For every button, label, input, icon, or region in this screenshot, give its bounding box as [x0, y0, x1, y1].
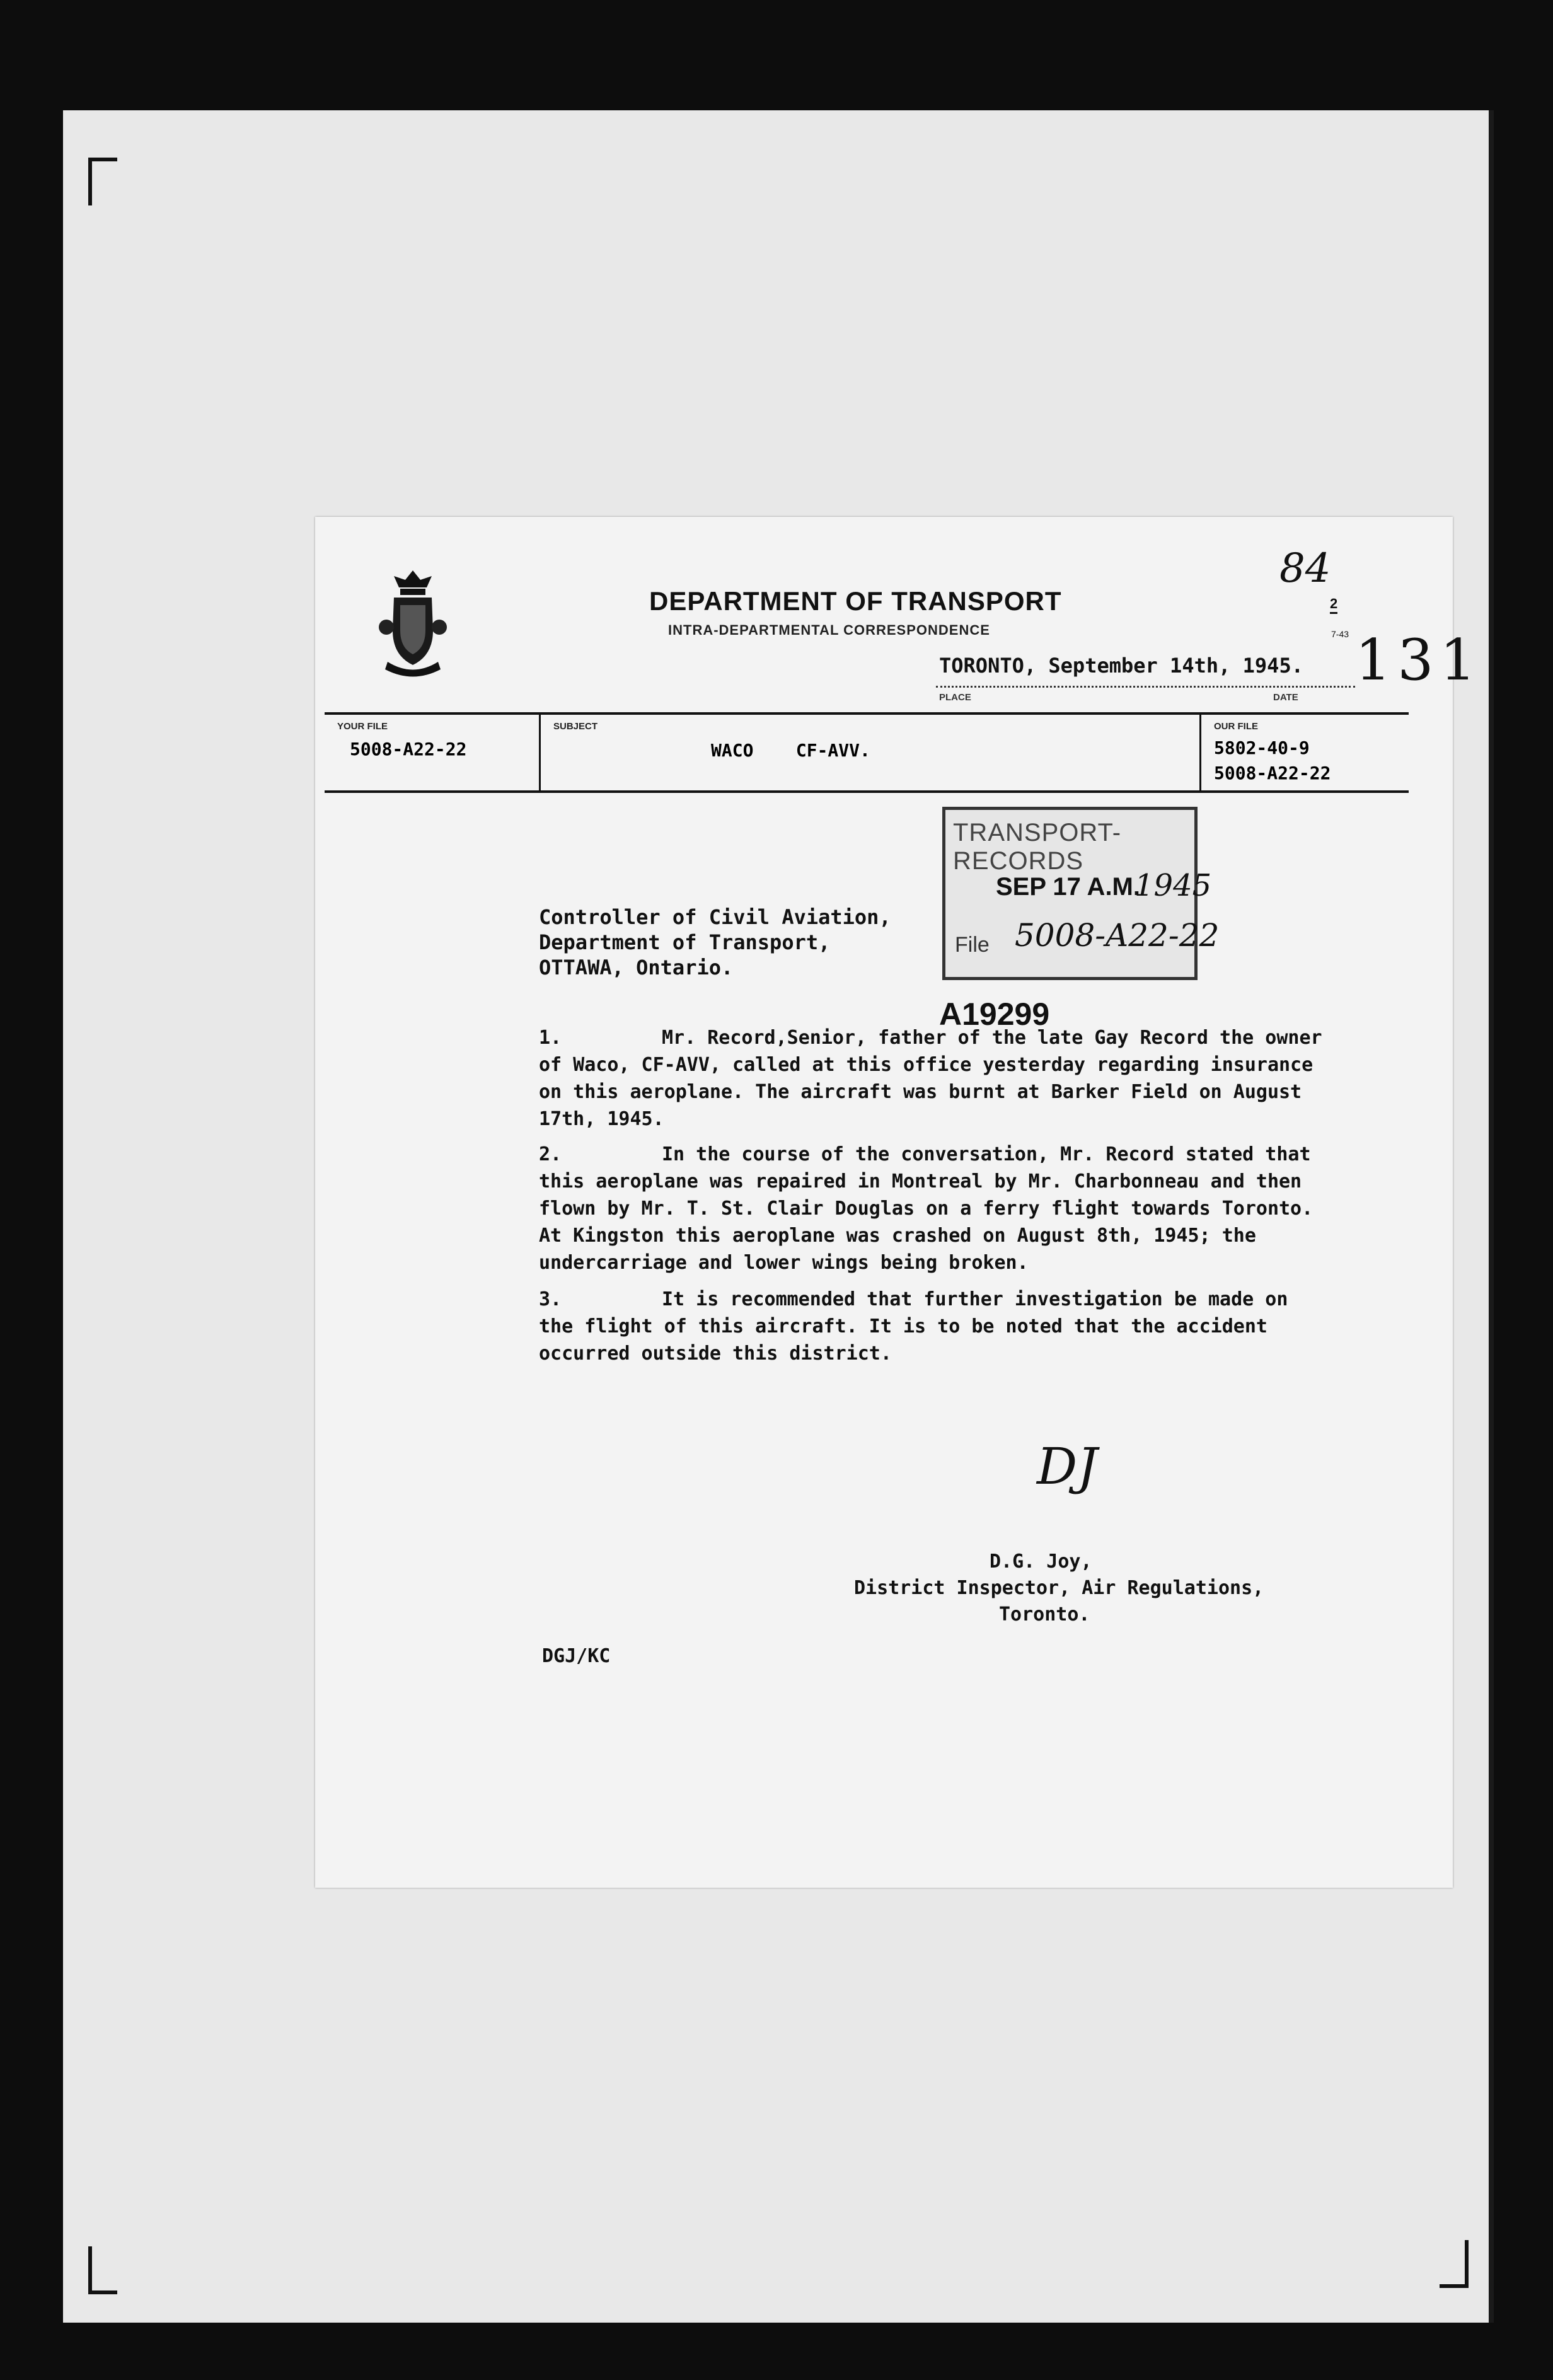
form-sub-number: 7-43	[1331, 629, 1349, 639]
handwritten-reference-number: A19299	[939, 996, 1050, 1032]
transport-records-stamp	[942, 807, 1220, 980]
our-file-label: OUR FILE	[1214, 721, 1258, 732]
paragraph-1	[539, 1024, 1333, 1133]
your-file-label: YOUR FILE	[337, 721, 388, 732]
correspondence-subtitle: INTRA-DEPARTMENTAL CORRESPONDENCE	[668, 622, 990, 638]
paragraph-2-text: In the course of the conversation, Mr. Record stated that this aeroplane was repaired in Montreal by Mr. Charbonneau and then flown by Mr. T. St. Clair Douglas on a ferry flight towards Toronto. At Kingston this aeroplane was crashed on August 8th, 1945; the undercarriage and lower wings being broken.	[539, 1143, 1313, 1274]
stamp-handwritten-year: 1945	[1134, 868, 1212, 903]
our-file-number-1: 5802-40-9	[1214, 737, 1310, 758]
paragraph-3	[539, 1286, 1333, 1367]
addressee-line-2: Department of Transport,	[539, 930, 831, 954]
crop-mark-bottom-left	[88, 2246, 117, 2294]
stamp-handwritten-file: 5008-A22-22	[1015, 917, 1220, 954]
dotted-line	[936, 686, 1355, 688]
stamp-date: SEP 17 A.M.	[996, 873, 1140, 901]
your-file-cell	[325, 715, 541, 790]
coat-of-arms-icon	[375, 567, 451, 681]
addressee-line-3: OTTAWA, Ontario.	[539, 956, 734, 979]
paragraph-3-number: 3.	[539, 1288, 562, 1310]
signatory-name: D.G. Joy,	[990, 1551, 1092, 1573]
subject-label: SUBJECT	[553, 721, 598, 732]
paragraph-1-text: Mr. Record,Senior, father of the late Gay Record the owner of Waco, CF-AVV, called at this office yesterday regarding insurance on this aeroplane. The aircraft was burnt at Barker Field on August 17th, 1945.	[539, 1027, 1322, 1130]
signatory-title: District Inspector, Air Regulations,	[854, 1577, 1264, 1599]
signatory-place: Toronto.	[999, 1603, 1090, 1626]
reference-initials: DGJ/KC	[542, 1645, 611, 1667]
paragraph-1-number: 1.	[539, 1027, 562, 1049]
crop-mark-bottom-right	[1440, 2240, 1469, 2288]
our-file-number-2: 5008-A22-22	[1214, 763, 1331, 783]
place-label: PLACE	[939, 692, 971, 703]
place-date: TORONTO, September 14th, 1945.	[939, 654, 1303, 678]
date-label: DATE	[1273, 692, 1298, 703]
handwritten-page-number: 131	[1355, 627, 1482, 693]
our-file-cell	[1201, 715, 1409, 790]
crop-mark-top-left	[88, 158, 117, 205]
stamp-file-label: File	[955, 933, 990, 957]
your-file-number: 5008-A22-22	[350, 739, 467, 760]
addressee-line-1: Controller of Civil Aviation,	[539, 905, 891, 929]
paragraph-3-text: It is recommended that further investigation be made on the flight of this aircraft. It is to be noted that the accident occurred outside this district.	[539, 1288, 1288, 1365]
subject-value: WACO CF-AVV.	[711, 740, 870, 761]
paragraph-2-number: 2.	[539, 1143, 562, 1165]
paragraph-2	[539, 1141, 1333, 1276]
form-number: 2	[1330, 596, 1337, 614]
stamp-title: TRANSPORT-RECORDS	[953, 819, 1122, 875]
subject-cell	[541, 715, 1201, 790]
addressee-block	[539, 904, 891, 980]
handwritten-initials: DJ	[1037, 1437, 1098, 1496]
frame-edge	[1489, 110, 1494, 2323]
file-reference-box	[325, 712, 1409, 793]
memo-page	[315, 517, 1482, 1888]
handwritten-folio: 84	[1279, 545, 1331, 592]
department-title: DEPARTMENT OF TRANSPORT	[649, 586, 1062, 616]
